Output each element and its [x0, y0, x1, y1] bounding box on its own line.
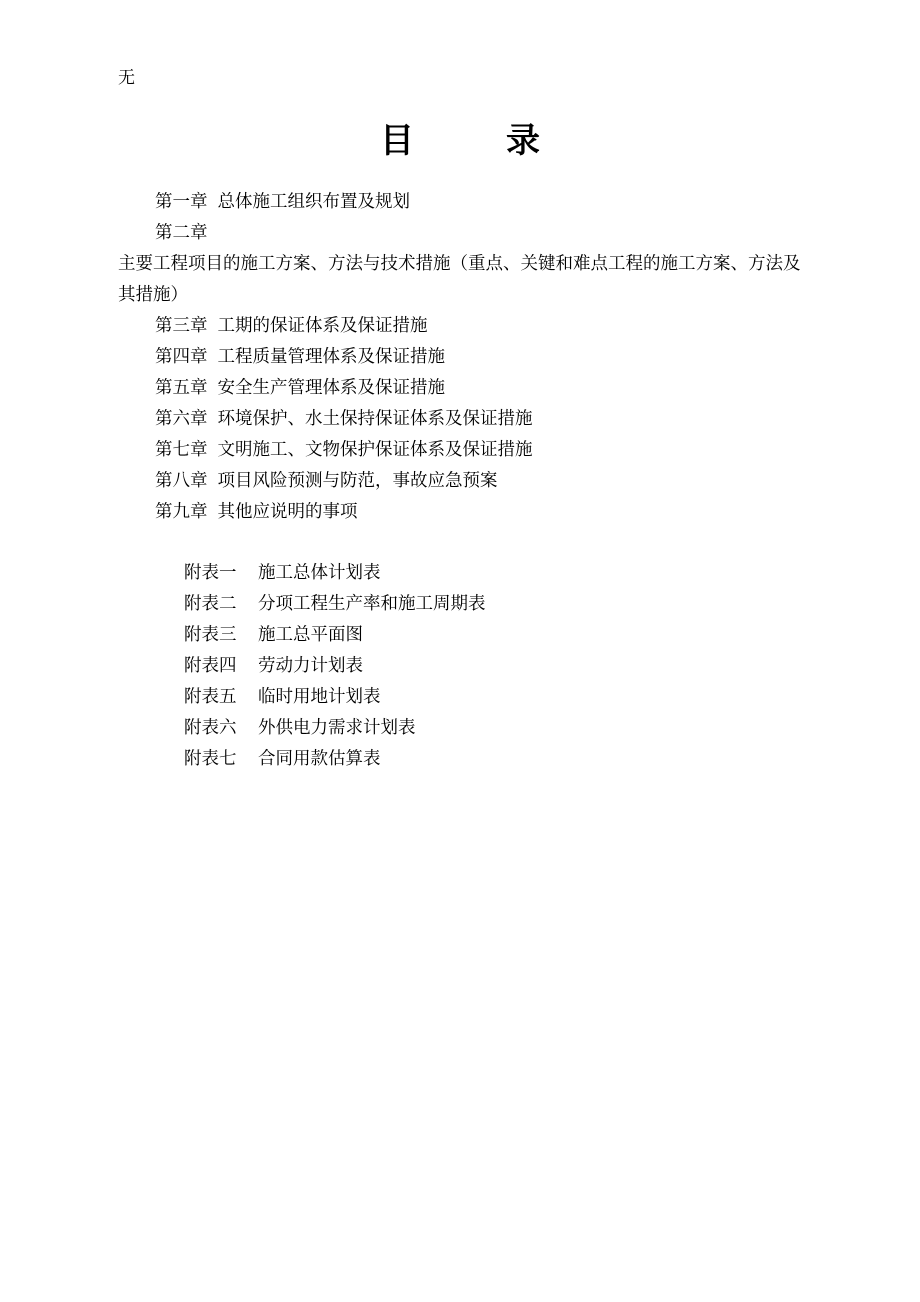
appendix-item-5	[184, 682, 684, 713]
appendix-item-6	[184, 713, 684, 744]
header-note: 无	[118, 68, 135, 88]
chapter-item-2-title: 主要工程项目的施工方案、方法与技术措施（重点、关键和难点工程的施工方案、方法及其措施）	[118, 254, 801, 305]
chapter-number: 第八章	[155, 471, 208, 491]
chapter-number: 第七章	[155, 440, 208, 460]
appendix-title: 外供电力需求计划表	[258, 718, 416, 738]
appendix-title: 施工总体计划表	[258, 563, 381, 583]
chapter-item-9	[118, 497, 808, 528]
chapter-list	[118, 187, 808, 528]
chapter-item-2-number	[118, 218, 808, 249]
chapter-title: 文明施工、文物保护保证体系及保证措施	[217, 440, 533, 460]
appendix-item-4	[184, 651, 684, 682]
appendix-number: 附表一	[184, 563, 237, 583]
appendix-number: 附表四	[184, 656, 237, 676]
appendix-item-7	[184, 744, 684, 775]
appendix-number: 附表六	[184, 718, 237, 738]
chapter-title: 项目风险预测与防范，事故应急预案	[217, 471, 498, 491]
chapter-item-7	[118, 435, 808, 466]
chapter-item-8	[118, 466, 808, 497]
chapter-number: 第四章	[155, 347, 208, 367]
chapter-title: 工期的保证体系及保证措施	[217, 316, 428, 336]
chapter-number: 第六章	[155, 409, 208, 429]
chapter-title: 环境保护、水土保持保证体系及保证措施	[217, 409, 533, 429]
chapter-title: 总体施工组织布置及规划	[217, 192, 410, 212]
appendix-item-3	[184, 620, 684, 651]
chapter-item-3	[118, 311, 808, 342]
appendix-number: 附表七	[184, 749, 237, 769]
chapter-item-5	[118, 373, 808, 404]
appendix-title: 合同用款估算表	[258, 749, 381, 769]
chapter-number: 第三章	[155, 316, 208, 336]
appendix-title: 劳动力计划表	[258, 656, 363, 676]
appendix-number: 附表三	[184, 625, 237, 645]
appendix-title: 施工总平面图	[258, 625, 363, 645]
appendix-item-2	[184, 589, 684, 620]
appendix-item-1	[184, 558, 684, 589]
appendix-title: 分项工程生产率和施工周期表	[258, 594, 486, 614]
chapter-item-6	[118, 404, 808, 435]
chapter-number: 第二章	[155, 223, 208, 243]
chapter-item-1	[118, 187, 808, 218]
chapter-number: 第五章	[155, 378, 208, 398]
appendix-title: 临时用地计划表	[258, 687, 381, 707]
chapter-number: 第九章	[155, 502, 208, 522]
appendix-number: 附表二	[184, 594, 237, 614]
appendix-list	[184, 558, 684, 775]
toc-title-right: 录	[506, 121, 540, 161]
appendix-number: 附表五	[184, 687, 237, 707]
chapter-number: 第一章	[155, 192, 208, 212]
chapter-title: 其他应说明的事项	[217, 502, 358, 522]
toc-title	[0, 118, 920, 164]
chapter-title: 安全生产管理体系及保证措施	[217, 378, 445, 398]
toc-title-left: 目	[380, 121, 414, 161]
chapter-item-4	[118, 342, 808, 373]
chapter-title: 工程质量管理体系及保证措施	[217, 347, 445, 367]
